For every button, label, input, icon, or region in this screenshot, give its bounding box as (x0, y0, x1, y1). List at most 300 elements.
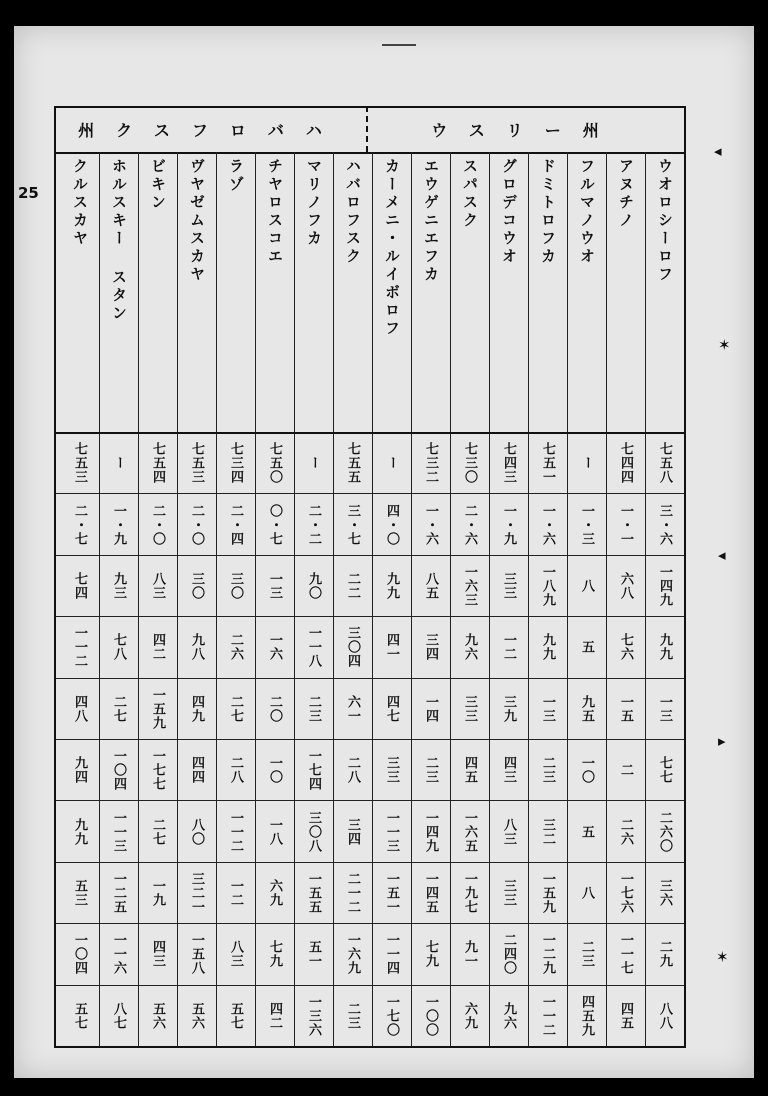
table-cell (412, 864, 449, 922)
cell-value: 一六五 (462, 810, 477, 853)
table-cell (256, 434, 293, 492)
cell-value: 七四 (72, 571, 87, 600)
town-name: ウオロシーロフ (656, 158, 674, 284)
table-cell (490, 987, 527, 1045)
town-name: グロデコウオ (500, 158, 518, 266)
table-cell (373, 495, 410, 553)
margin-mark: ◂ (714, 142, 722, 160)
cell-value: 五 (579, 640, 594, 655)
cell-value: 三九 (501, 694, 516, 723)
table-cell (61, 434, 98, 492)
town-name-cell (646, 158, 683, 428)
town-name-cell (295, 158, 332, 428)
table-cell (607, 495, 644, 553)
cell-value: ー (111, 456, 126, 471)
cell-value: 一五九 (540, 871, 555, 914)
cell-value: 九四 (72, 756, 87, 785)
cell-value: 八七 (111, 1001, 126, 1030)
table-cell (529, 434, 566, 492)
cell-value: 六一 (345, 694, 360, 723)
table-cell (217, 741, 254, 799)
table-cell (256, 618, 293, 676)
town-name: マリノフカ (305, 158, 323, 248)
cell-value: 一五九 (150, 687, 165, 730)
cell-value: 三〇 (228, 571, 243, 600)
cell-value: 四五 (618, 1001, 633, 1030)
table-cell (373, 987, 410, 1045)
margin-mark: ✶ (718, 336, 731, 354)
town-name: ラゾ (227, 158, 245, 194)
cell-value: 二八 (228, 756, 243, 785)
cell-value: 二三 (540, 756, 555, 785)
table-cell (568, 680, 605, 738)
table-cell (256, 802, 293, 860)
cell-value: 三四 (423, 633, 438, 662)
table-cell (451, 925, 488, 983)
cell-value: 八 (579, 578, 594, 593)
cell-value: 一一四 (384, 933, 399, 976)
cell-value: 五七 (228, 1001, 243, 1030)
table-cell (178, 557, 215, 615)
cell-value: 一一六 (111, 933, 126, 976)
cell-value: 三〇四 (345, 626, 360, 669)
header-left-group: 州クスフロバハ (78, 120, 344, 140)
cell-value: 三二 (540, 817, 555, 846)
cell-value: 七三〇 (462, 442, 477, 485)
cell-value: 三六 (657, 878, 672, 907)
table-cell (529, 557, 566, 615)
table-cell (568, 741, 605, 799)
table-cell (100, 680, 137, 738)
cell-value: 三〇 (189, 571, 204, 600)
table-cell (139, 557, 176, 615)
table-cell (256, 557, 293, 615)
cell-value: 一四 (423, 694, 438, 723)
table-cell (646, 864, 683, 922)
table-cell (61, 680, 98, 738)
cell-value: 六九 (267, 878, 282, 907)
table-cell (256, 741, 293, 799)
cell-value: 一〇四 (72, 933, 87, 976)
table-cell (490, 557, 527, 615)
table-cell (607, 987, 644, 1045)
cell-value: ー (384, 456, 399, 471)
table-cell (646, 987, 683, 1045)
table-cell (451, 495, 488, 553)
cell-value: 六八 (618, 571, 633, 600)
table-cell (100, 864, 137, 922)
table-cell (529, 741, 566, 799)
table-cell (139, 680, 176, 738)
cell-value: 五 (579, 824, 594, 839)
cell-value: 四三 (501, 756, 516, 785)
table-cell (568, 864, 605, 922)
cell-value: 一六 (267, 633, 282, 662)
cell-value: 三三 (501, 571, 516, 600)
cell-value: 一三 (657, 694, 672, 723)
cell-value: 二七 (228, 694, 243, 723)
table-cell (256, 864, 293, 922)
table-cell (139, 618, 176, 676)
cell-value: 二・二 (306, 503, 321, 546)
cell-value: 七七 (657, 756, 672, 785)
table-cell (334, 987, 371, 1045)
table-cell (295, 680, 332, 738)
town-name: クルスカヤ (71, 158, 89, 248)
table-cell (373, 557, 410, 615)
cell-value: 一八九 (540, 564, 555, 607)
table-cell (568, 618, 605, 676)
table-cell (295, 434, 332, 492)
table-cell (412, 618, 449, 676)
cell-value: 五六 (150, 1001, 165, 1030)
table-cell (646, 925, 683, 983)
table-cell (217, 557, 254, 615)
table-cell (568, 802, 605, 860)
table-cell (568, 495, 605, 553)
town-name-cell (334, 158, 371, 428)
table-cell (139, 864, 176, 922)
town-name: ドミトロフカ (539, 158, 557, 266)
cell-value: 四八 (72, 694, 87, 723)
table-cell (490, 495, 527, 553)
cell-value: 三三 (501, 878, 516, 907)
town-name-cell (568, 158, 605, 428)
table-cell (178, 925, 215, 983)
cell-value: 二六 (228, 633, 243, 662)
cell-value: 四二 (150, 633, 165, 662)
cell-value: 七三四 (228, 442, 243, 485)
row-divider (56, 985, 684, 986)
table-cell (295, 925, 332, 983)
town-name: ビキン (149, 158, 167, 212)
table-cell (61, 495, 98, 553)
table-cell (217, 434, 254, 492)
table-cell (568, 987, 605, 1045)
cell-value: 一二九 (540, 933, 555, 976)
top-dash-mark (382, 44, 416, 46)
cell-value: 一一三 (384, 810, 399, 853)
table-cell (334, 618, 371, 676)
table-cell (607, 557, 644, 615)
town-name: ハバロフスク (344, 158, 362, 266)
table-cell (61, 864, 98, 922)
table-cell (373, 802, 410, 860)
cell-value: 四九 (189, 694, 204, 723)
table-cell (451, 987, 488, 1045)
cell-value: 九五 (579, 694, 594, 723)
table-cell (178, 434, 215, 492)
table-cell (373, 618, 410, 676)
table-cell (607, 741, 644, 799)
table-cell (607, 618, 644, 676)
cell-value: 一・三 (579, 503, 594, 546)
town-name: フルマノウオ (578, 158, 596, 266)
table-cell (451, 864, 488, 922)
table-cell (217, 864, 254, 922)
table-cell (412, 925, 449, 983)
table-cell (490, 618, 527, 676)
table-cell (568, 557, 605, 615)
table-cell (373, 680, 410, 738)
cell-value: 一九七 (462, 871, 477, 914)
table-cell (412, 987, 449, 1045)
cell-value: 三・七 (345, 503, 360, 546)
table-cell (139, 741, 176, 799)
cell-value: 一八 (267, 817, 282, 846)
town-name-cell (529, 158, 566, 428)
cell-value: 七八 (111, 633, 126, 662)
cell-value: 八八 (657, 1001, 672, 1030)
table-cell (490, 680, 527, 738)
table-cell (100, 495, 137, 553)
cell-value: 二九 (657, 940, 672, 969)
cell-value: 九六 (501, 1001, 516, 1030)
cell-value: 二・七 (72, 503, 87, 546)
cell-value: 九八 (189, 633, 204, 662)
cell-value: 五三 (72, 878, 87, 907)
table-cell (490, 741, 527, 799)
cell-value: 一六三 (462, 564, 477, 607)
cell-value: 一六九 (345, 933, 360, 976)
table-cell (412, 741, 449, 799)
table-cell (178, 802, 215, 860)
cell-value: 二一二 (345, 871, 360, 914)
table-cell (646, 802, 683, 860)
cell-value: 一五 (618, 694, 633, 723)
cell-value: 四・〇 (384, 503, 399, 546)
town-name-cell (412, 158, 449, 428)
table-cell (178, 864, 215, 922)
table-cell (100, 802, 137, 860)
table-cell (295, 741, 332, 799)
cell-value: 一五一 (384, 871, 399, 914)
cell-value: 一二 (228, 878, 243, 907)
table-cell (646, 434, 683, 492)
table-cell (373, 434, 410, 492)
table-cell (646, 680, 683, 738)
cell-value: 一・六 (423, 503, 438, 546)
cell-value: 七五四 (150, 442, 165, 485)
header-right-group: ウスリー州 (431, 120, 621, 140)
cell-value: 一二 (501, 633, 516, 662)
cell-value: 二三 (345, 1001, 360, 1030)
table-cell (334, 680, 371, 738)
cell-value: 一七四 (306, 749, 321, 792)
table-cell (139, 434, 176, 492)
table-cell (412, 495, 449, 553)
table-cell (256, 680, 293, 738)
table-cell (412, 802, 449, 860)
town-name-cell (373, 158, 410, 428)
table-cell (607, 864, 644, 922)
table-cell (178, 618, 215, 676)
cell-value: 七九 (267, 940, 282, 969)
table-cell (607, 680, 644, 738)
table-cell (295, 864, 332, 922)
row-divider (56, 493, 684, 494)
table-cell (373, 864, 410, 922)
table-cell (490, 434, 527, 492)
table-cell (100, 557, 137, 615)
cell-value: 二七 (150, 817, 165, 846)
table-cell (100, 618, 137, 676)
table-cell (607, 802, 644, 860)
cell-value: 二・〇 (150, 503, 165, 546)
table-cell (217, 618, 254, 676)
cell-value: 一四九 (657, 564, 672, 607)
cell-value: 四五 (462, 756, 477, 785)
town-name-cell (490, 158, 527, 428)
margin-mark: ◂ (718, 546, 726, 564)
page-number: 25 (18, 184, 39, 202)
table-cell (61, 557, 98, 615)
table-cell (256, 987, 293, 1045)
cell-value: 九九 (72, 817, 87, 846)
cell-value: 三二一 (189, 871, 204, 914)
table-cell (139, 495, 176, 553)
cell-value: 二 (618, 763, 633, 778)
data-table (54, 106, 686, 1048)
table-cell (100, 434, 137, 492)
cell-value: 五七 (72, 1001, 87, 1030)
table-cell (139, 925, 176, 983)
table-cell (529, 680, 566, 738)
cell-value: 三・六 (657, 503, 672, 546)
cell-value: 五六 (189, 1001, 204, 1030)
cell-value: 一一七 (618, 933, 633, 976)
cell-value: 一・一 (618, 503, 633, 546)
table-cell (334, 925, 371, 983)
table-cell (334, 864, 371, 922)
cell-value: 三三 (462, 694, 477, 723)
cell-value: 一〇〇 (423, 994, 438, 1037)
cell-value: 七五三 (72, 442, 87, 485)
cell-value: 一〇四 (111, 749, 126, 792)
table-cell (529, 987, 566, 1045)
cell-value: 二八 (345, 756, 360, 785)
cell-value: 七四四 (618, 442, 633, 485)
table-cell (529, 618, 566, 676)
town-name: ヴヤゼムスカヤ (188, 158, 206, 284)
table-cell (61, 802, 98, 860)
table-cell (334, 434, 371, 492)
cell-value: 七五八 (657, 442, 672, 485)
table-cell (217, 802, 254, 860)
cell-value: 〇・七 (267, 503, 282, 546)
cell-value: 一三 (540, 694, 555, 723)
cell-value: 一五八 (189, 933, 204, 976)
table-cell (646, 495, 683, 553)
table-cell (568, 434, 605, 492)
table-cell (529, 864, 566, 922)
town-name: ホルスキー スタン (110, 158, 128, 323)
cell-value: 七九 (423, 940, 438, 969)
cell-value: 九九 (657, 633, 672, 662)
cell-value: 一五五 (306, 871, 321, 914)
cell-value: 一一二 (72, 626, 87, 669)
table-cell (490, 864, 527, 922)
table-cell (217, 987, 254, 1045)
cell-value: 一・九 (501, 503, 516, 546)
town-name-cell (217, 158, 254, 428)
table-cell (529, 925, 566, 983)
cell-value: 九〇 (306, 571, 321, 600)
cell-value: 六九 (462, 1001, 477, 1030)
cell-value: 二三 (306, 694, 321, 723)
table-cell (412, 557, 449, 615)
cell-value: 四二 (267, 1001, 282, 1030)
table-cell (607, 925, 644, 983)
cell-value: 二二 (345, 571, 360, 600)
row-divider (56, 555, 684, 556)
table-cell (646, 557, 683, 615)
cell-value: 二・四 (228, 503, 243, 546)
cell-value: 一七七 (150, 749, 165, 792)
cell-value: 二六〇 (657, 810, 672, 853)
table-cell (451, 741, 488, 799)
table-cell (178, 680, 215, 738)
town-name-cell (256, 158, 293, 428)
cell-value: 四五九 (579, 994, 594, 1037)
town-name: チヤロスコエ (266, 158, 284, 266)
page (14, 26, 754, 1078)
cell-value: 一〇 (267, 756, 282, 785)
cell-value: ー (306, 456, 321, 471)
table-cell (295, 557, 332, 615)
cell-value: 五一 (306, 940, 321, 969)
row-divider (56, 923, 684, 924)
cell-value: 七四三 (501, 442, 516, 485)
table-cell (412, 434, 449, 492)
table-cell (100, 987, 137, 1045)
cell-value: 二・六 (462, 503, 477, 546)
cell-value: 三三 (384, 756, 399, 785)
cell-value: 一四五 (423, 871, 438, 914)
town-name-cell (100, 158, 137, 428)
cell-value: 二〇 (267, 694, 282, 723)
table-cell (178, 987, 215, 1045)
cell-value: 四一 (384, 633, 399, 662)
cell-value: 一四九 (423, 810, 438, 853)
cell-value: 二三 (579, 940, 594, 969)
table-cell (373, 741, 410, 799)
table-cell (178, 495, 215, 553)
cell-value: 七五〇 (267, 442, 282, 485)
table-cell (490, 802, 527, 860)
cell-value: 一九 (150, 878, 165, 907)
table-cell (139, 987, 176, 1045)
table-cell (61, 925, 98, 983)
table-cell (61, 741, 98, 799)
table-cell (529, 802, 566, 860)
table-cell (451, 434, 488, 492)
town-name: アヌチノ (617, 158, 635, 230)
cell-value: 九九 (540, 633, 555, 662)
cell-value: 一七〇 (384, 994, 399, 1037)
table-cell (295, 987, 332, 1045)
cell-value: 二七 (111, 694, 126, 723)
cell-value: 一七六 (618, 871, 633, 914)
table-cell (295, 618, 332, 676)
cell-value: 二三 (423, 756, 438, 785)
table-cell (100, 741, 137, 799)
cell-value: 七五三 (189, 442, 204, 485)
table-cell (178, 741, 215, 799)
cell-value: 一〇 (579, 756, 594, 785)
table-cell (100, 925, 137, 983)
table-cell (139, 802, 176, 860)
